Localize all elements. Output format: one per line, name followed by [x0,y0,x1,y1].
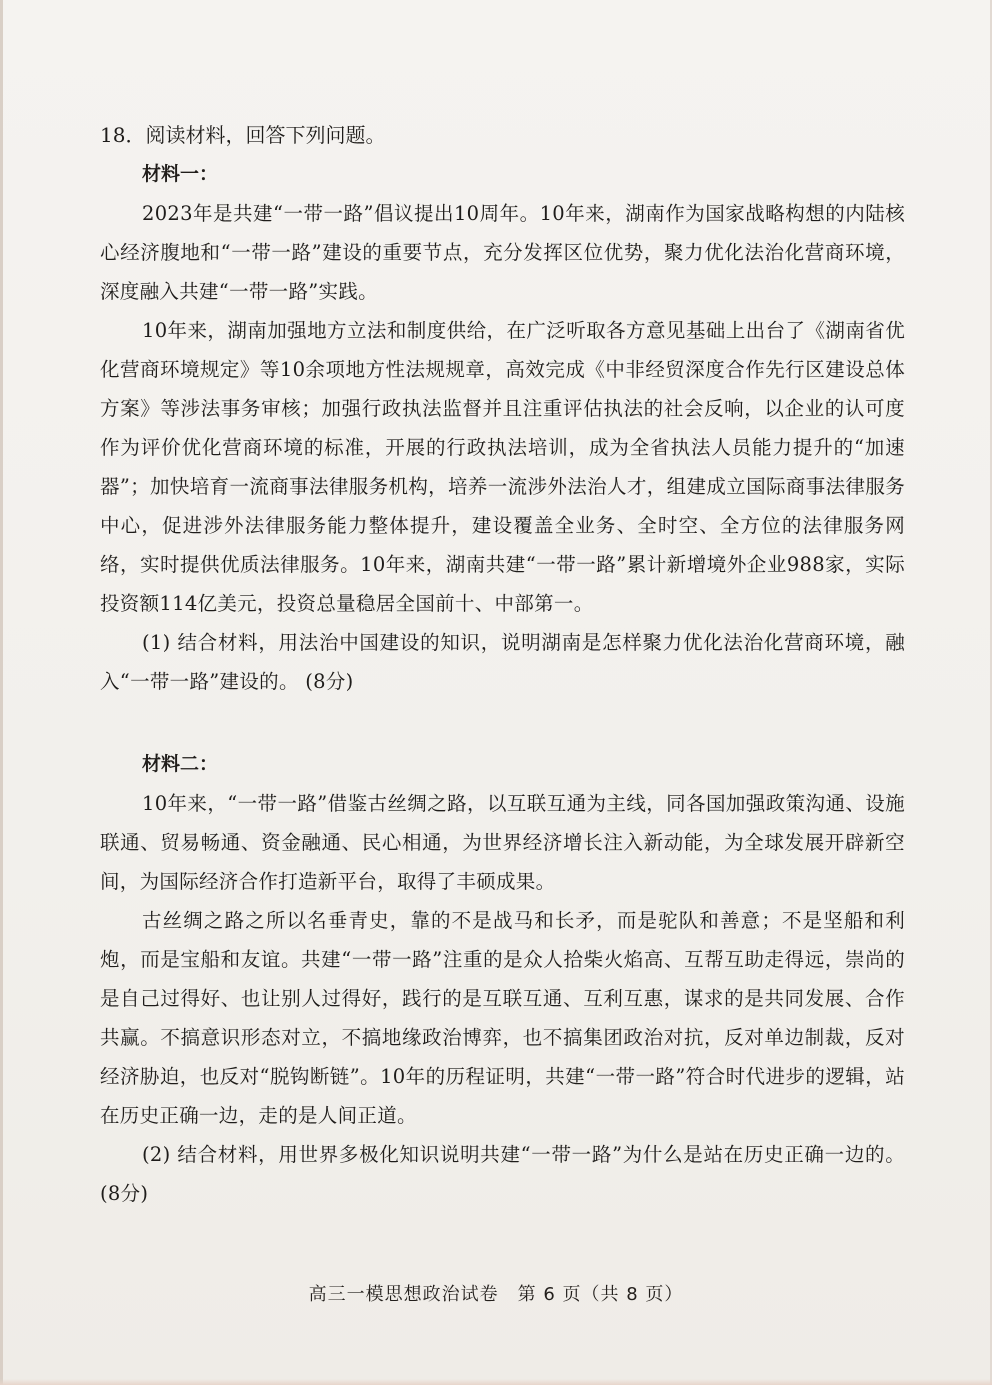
paper-edge-left [0,0,3,1385]
question-content [100,116,905,1213]
material-one-paragraph: 2023年是共建“一带一路”倡议提出10周年。10年来，湖南作为国家战略构想的内陆核心经济腹地和“一带一路”建设的重要节点，充分发挥区位优势，聚力优化法治化营商环境，深度融入共建“一带一路”实践。 [100,202,905,303]
material-two-heading: 材料二： [142,753,219,775]
material-one-heading: 材料一： [142,163,219,185]
sub-question-one: (1) 结合材料，用法治中国建设的知识，说明湖南是怎样聚力优化法治化营商环境，融入“一带一路”建设的。 (8分) [100,631,905,693]
spacer [100,701,905,745]
question-title: 18．阅读材料，回答下列问题。 [100,123,386,147]
page-footer: 高三一模思想政治试卷 第 6 页（共 8 页） [308,1284,684,1305]
sub-question-two: (2) 结合材料，用世界多极化知识说明共建“一带一路”为什么是站在历史正确一边的。(8分) [100,1143,905,1205]
material-one-paragraph: 10年来，湖南加强地方立法和制度供给，在广泛听取各方意见基础上出台了《湖南省优化营商环境规定》等10余项地方性法规规章，高效完成《中非经贸深度合作先行区建设总体方案》等涉法事务审核；加强行政执法监督并且注重评估执法的社会反响，以企业的认可度作为评价优化营商环境的标准，开展的行政执法培训，成为全省执法人员能力提升的“加速器”；加快培育一流商事法律服务机构，培养一流涉外法治人才，组建成立国际商事法律服务中心，促进涉外法律服务能力整体提升，建设覆盖全业务、全时空、全方位的法律服务网络，实时提供优质法律服务。10年来，湖南共建“一带一路”累计新增境外企业988家，实际投资额114亿美元，投资总量稳居全国前十、中部第一。 [100,319,905,615]
material-two-paragraph: 古丝绸之路之所以名垂青史，靠的不是战马和长矛，而是驼队和善意；不是坚船和利炮，而是宝船和友谊。共建“一带一路”注重的是众人拾柴火焰高、互帮互助走得远，崇尚的是自己过得好、也让别人过得好，践行的是互联互通、互利互惠，谋求的是共同发展、合作共赢。不搞意识形态对立，不搞地缘政治博弈，也不搞集团政治对抗，反对单边制裁，反对经济胁迫，也反对“脱钩断链”。10年的历程证明，共建“一带一路”符合时代进步的逻辑，站在历史正确一边，走的是人间正道。 [100,909,905,1127]
paper-edge-bottom [0,1379,992,1385]
material-two-paragraph: 10年来，“一带一路”借鉴古丝绸之路，以互联互通为主线，同各国加强政策沟通、设施联通、贸易畅通、资金融通、民心相通，为世界经济增长注入新动能，为全球发展开辟新空间，为国际经济合作打造新平台，取得了丰硕成果。 [100,792,905,893]
